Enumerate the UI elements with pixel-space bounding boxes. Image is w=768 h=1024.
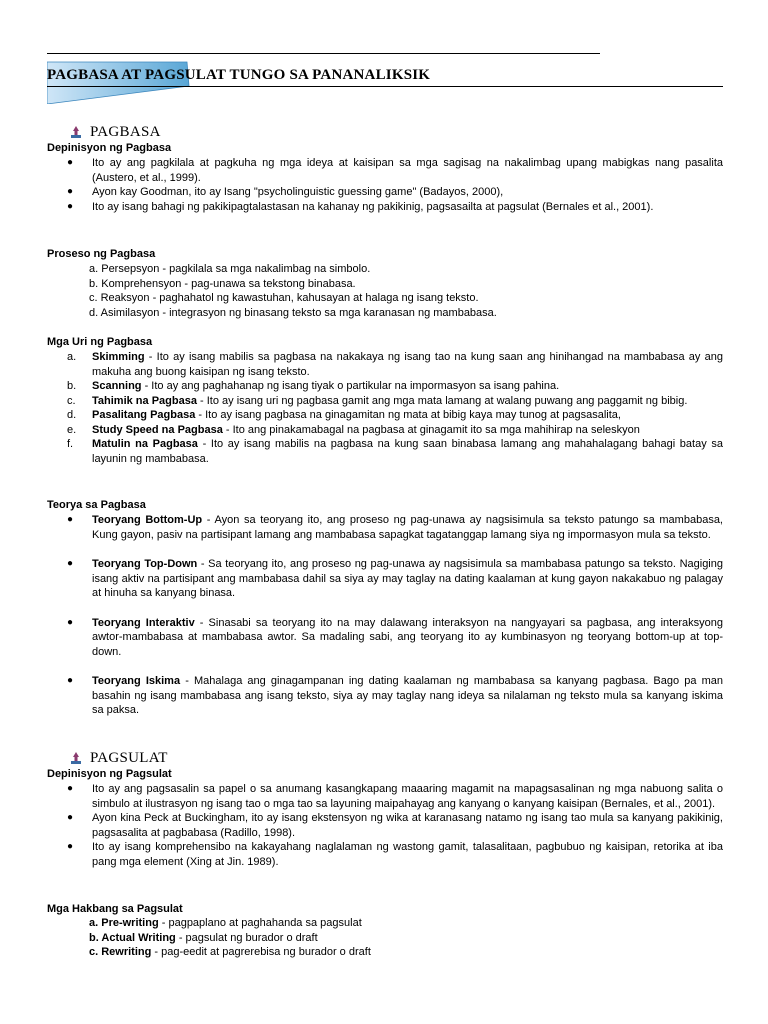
heading-hakbang: Mga Hakbang sa Pagsulat [47, 903, 183, 915]
section-pagsulat [69, 751, 168, 766]
list-item: ● Ayon kay Goodman, ito ay Isang "psycholinguistic guessing game" (Badayos, 2000), [67, 186, 504, 198]
document-title: PAGBASA AT PAGSULAT TUNGO SA PANANALIKSIK [47, 67, 431, 83]
pagsulat-definition-list [47, 782, 723, 869]
list-item: b. Actual Writing - pagsulat ng burador o draft [89, 931, 318, 944]
section-title: PAGBASA [90, 124, 161, 140]
bullet-icon: ● [67, 675, 74, 686]
types-list [47, 350, 723, 466]
list-item: ● Ito ay isang bahagi ng pakikipagtalastasan na kahanay ng pakikinig, pagsasailta at pagsulat (Bernales et al., 2001). [67, 200, 654, 213]
bullet-icon: ● [67, 616, 74, 628]
list-item: a. Pre-writing - pagpaplano at paghahanda sa pagsulat [89, 917, 362, 929]
section-title: PAGSULAT [90, 750, 168, 766]
list-item: d. Pasalitang Pagbasa - Ito ay isang pagbasa na ginagamitan ng mata at bibig kaya may tunog at pagsasalita, [67, 409, 621, 421]
process-list [89, 262, 497, 320]
title-banner [47, 58, 723, 104]
top-rule [47, 53, 600, 54]
bullet-icon: ● [67, 841, 74, 852]
list-item: b. Komprehensyon - pag-unawa sa tekstong binabasa. [89, 277, 356, 290]
theories-list [47, 513, 723, 718]
heading-depinisyon-pagsulat: Depinisyon ng Pagsulat [47, 768, 172, 780]
bullet-icon: ● [67, 812, 74, 823]
list-item: f. Matulin na Pagbasa - Ito ay isang mabilis na pagbasa na kung saan binabasa lamang ang mahahalagang bahagi batay sa layunin ng mambabasa. [67, 438, 723, 465]
list-item: ● Teoryang Iskima - Mahalaga ang ginagampanan ing dating kaalaman ng mambabasa sa kanyang pagbasa. Bago pa man basahin ng isang mambabasa ang isang teksto, siya ay may taglay nang ideya sa nilalaman ng teksto mula sa kanyang iskima sa paksa. [67, 675, 723, 716]
definition-list [47, 156, 723, 214]
list-item: c. Tahimik na Pagbasa - Ito ay isang uri ng pagbasa gamit ang mga mata lamang at walang puwang ang paggamit ng bibig. [67, 394, 688, 407]
list-item: ● Ito ay ang pagsasalin sa papel o sa anumang kasangkapang maaaring magamit na mapagsasalinan ng mga nabuong salita o simbulo at ilustrasyon ng isang tao o mga tao sa layuning maipahayag ang kanyang o kanyang kaisipan (Bernales, et al., 2001). [67, 783, 723, 810]
list-item: e. Study Speed na Pagbasa - Ito ang pinakamabagal na pagbasa at ginagamit ito sa mga mahihirap na seleskyon [67, 423, 640, 436]
list-item: ● Teoryang Top-Down - Sa teoryang ito, ang proseso ng pag-unawa ay nagsisimula sa mambabasa patungo sa teksto. Nagiging isang aktiv na partisipant ang mambabasa dahil sa siya ay may taglay na dating kaalaman at kung gayon nakakabuo ng palagay at hinuha sa kanyang binasa. [67, 558, 723, 599]
bullet-icon: ● [67, 157, 74, 168]
arrow-bullet-icon [69, 751, 83, 765]
list-item: c. Rewriting - pag-eedit at pagrerebisa ng burador o draft [89, 946, 371, 958]
list-item: ● Ayon kina Peck at Buckingham, ito ay isang ekstensyon ng wika at karanasang natamo ng isang tao mula sa kanyang pakikinig, pagsasalita at pagbabasa (Radillo, 1998). [67, 812, 723, 839]
heading-teorya: Teorya sa Pagbasa [47, 499, 146, 511]
list-item: ● Ito ay ang pagkilala at pagkuha ng mga ideya at kaisipan sa mga sagisag na nakalimbag upang mabigkas nang pasalita (Austero, et al., 1999). [67, 157, 723, 184]
heading-mga-uri: Mga Uri ng Pagbasa [47, 336, 153, 348]
list-item: a. Skimming - Ito ay isang mabilis sa pagbasa na nakakaya ng isang tao na kung saan ang hinihangad na mambabasa ay ang makuha ang buong kaisipan ng isang teksto. [67, 351, 723, 378]
list-item: d. Asimilasyon - integrasyon ng binasang teksto sa mga karanasan ng mambabasa. [89, 306, 497, 319]
heading-depinisyon-pagbasa: Depinisyon ng Pagbasa [47, 142, 172, 154]
title-underline [47, 86, 723, 87]
bullet-icon: ● [67, 186, 74, 197]
list-item: ● Teoryang Interaktiv - Sinasabi sa teoryang ito na may dalawang interaksyon na nangyayari sa pagbasa, ang interaksyong awtor-mambabasa at mambabasa awtor. Sa madaling sabi, ang teoryang ito ay kumbinasyon ng teoryang bottom-up at top-down. [67, 616, 723, 658]
arrow-bullet-icon [69, 125, 83, 139]
steps-list [89, 916, 371, 960]
list-item: a. Persepsyon - pagkilala sa mga nakalimbag na simbolo. [89, 263, 371, 275]
heading-proseso: Proseso ng Pagbasa [47, 248, 156, 260]
list-item: ● Teoryang Bottom-Up - Ayon sa teoryang ito, ang proseso ng pag-unawa ay nagsisimula sa teksto patungo sa mambabasa, Kung gayon, pasiv na partisipant lamang ang mambabasa sapagkat tagatanggap lamang siya ng impormasyon mula sa teksto. [67, 514, 723, 541]
list-item: ● Ito ay isang komprehensibo na kakayahang naglalaman ng wastong gamit, talasalitaan, pagbubuo ng kaisipan, retorika at iba pang mga element (Xing at Jin. 1989). [67, 841, 723, 868]
bullet-icon: ● [67, 558, 74, 569]
list-item: b. Scanning - Ito ay ang paghahanap ng isang tiyak o partikular na impormasyon sa isang pahina. [67, 380, 560, 392]
bullet-icon: ● [67, 783, 74, 794]
list-item: c. Reaksyon - paghahatol ng kawastuhan, kahusayan at halaga ng isang teksto. [89, 292, 479, 304]
bullet-icon: ● [67, 514, 74, 525]
bullet-icon: ● [67, 200, 74, 212]
section-pagbasa [69, 125, 161, 140]
